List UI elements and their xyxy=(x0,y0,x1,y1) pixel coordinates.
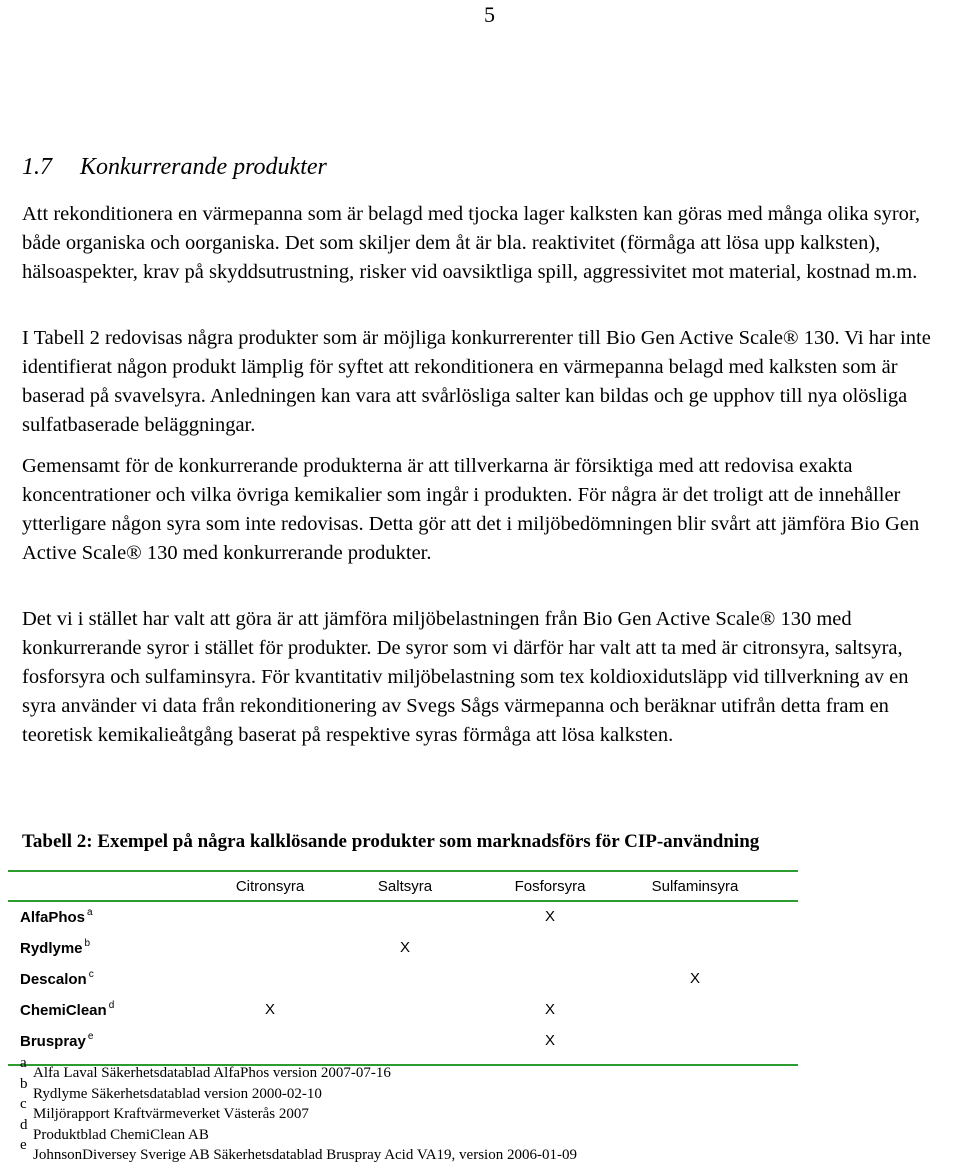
paragraph-table-reference: I Tabell 2 redovisas några produkter som är möjliga konkurrerenter till Bio Gen Active Scale® 130. Vi har inte identifierat någon produkt lämplig för syftet att rekonditionera en värmepanna belagd med kalksten som är baserad på svavelsyra. Anledningen kan vara att svårlösliga salter kan bildas och ge upphov till nya olösliga sulfatbaserade beläggningar. xyxy=(22,327,931,436)
table-cell xyxy=(210,1025,330,1056)
table-cell xyxy=(480,963,620,994)
table-row xyxy=(20,901,770,932)
page-number: 5 xyxy=(484,2,495,27)
table-cell xyxy=(620,1025,770,1056)
footnote-text: Miljörapport Kraftvärmeverket Västerås 2007 xyxy=(33,1106,309,1122)
product-name-cell xyxy=(20,901,210,932)
table-cell: X xyxy=(544,1001,555,1018)
table-cell xyxy=(620,901,770,932)
table-cell xyxy=(480,932,620,963)
product-name-cell xyxy=(20,932,210,963)
product-name: Rydlyme xyxy=(20,940,83,957)
footnote-marker: e xyxy=(87,1031,94,1042)
footnote-letter: e xyxy=(20,1137,27,1153)
product-name: Descalon xyxy=(20,971,87,988)
table-row xyxy=(20,1025,770,1056)
table-row xyxy=(20,963,770,994)
table-cell: X xyxy=(264,1001,275,1018)
paragraph-method: Det vi i stället har valt att göra är att jämföra miljöbelastningen från Bio Gen Active Scale® 130 med konkurrerande syror i stället för produkter. De syror som vi därför har valt att ta med är citronsyra, saltsyra, fosforsyra och sulfaminsyra. För kvantitativ miljöbelastning som tex koldioxidutsläpp vid tillverkning av en syra använder vi data från rekonditionering av Svegs Sågs värmepanna och beräknar utifrån detta fram en teoretisk kemikalieåtgång baserat på respektive syras förmåga att lösa kalksten. xyxy=(22,608,909,746)
footnote-marker: d xyxy=(108,1000,115,1011)
footnote-letter: b xyxy=(20,1075,28,1092)
table-cell: X xyxy=(399,939,410,956)
table-cell xyxy=(620,932,770,963)
section-number: 1.7 xyxy=(22,154,52,180)
table-row xyxy=(20,932,770,963)
footnote-letter: a xyxy=(20,1055,27,1071)
table-cell xyxy=(330,901,480,932)
table-caption: Tabell 2: Exempel på några kalklösande produkter som marknadsförs för CIP-användning xyxy=(22,831,760,852)
column-header-sulfaminsyra: Sulfaminsyra xyxy=(651,877,739,895)
table-cell xyxy=(210,963,330,994)
products-table xyxy=(20,871,770,1056)
footnote-letter: d xyxy=(20,1116,28,1133)
footnote-text: Alfa Laval Säkerhetsdatablad AlfaPhos version 2007-07-16 xyxy=(33,1065,391,1081)
table-cell xyxy=(330,1025,480,1056)
footnote-text: JohnsonDiversey Sverige AB Säkerhetsdatablad Bruspray Acid VA19, version 2006-01-09 xyxy=(33,1147,577,1163)
table-corner-cell xyxy=(20,871,210,901)
section-title: Konkurrerande produkter xyxy=(80,154,327,180)
footnote-text: Produktblad ChemiClean AB xyxy=(33,1126,209,1143)
footnote-marker: a xyxy=(87,907,93,918)
product-name: ChemiClean xyxy=(20,1002,107,1019)
product-name-cell xyxy=(20,994,210,1025)
product-name-cell xyxy=(20,963,210,994)
section-heading xyxy=(22,154,327,181)
table-cell xyxy=(330,963,480,994)
product-name: AlfaPhos xyxy=(20,909,86,926)
product-name: Bruspray xyxy=(20,1033,86,1050)
column-header-citronsyra: Citronsyra xyxy=(235,877,305,895)
table-cell: X xyxy=(544,908,555,925)
footnote-letter: c xyxy=(20,1096,27,1112)
footnote-marker: b xyxy=(84,938,91,949)
table-row xyxy=(20,994,770,1025)
table-cell xyxy=(210,932,330,963)
column-header-fosforsyra: Fosforsyra xyxy=(514,877,586,895)
table-cell xyxy=(330,994,480,1025)
table-header-row xyxy=(20,871,770,901)
product-name-cell xyxy=(20,1025,210,1056)
table-cell: X xyxy=(544,1032,555,1049)
column-header-saltsyra: Saltsyra xyxy=(377,877,433,895)
paragraph-concentrations: Gemensamt för de konkurrerande produkterna är att tillverkarna är försiktiga med att redovisa exakta koncentrationer och vilka övriga kemikalier som ingår i produkten. För några är det troligt att de innehåller ytterligare någon syra som inte redovisas. Detta gör att det i miljöbedömningen blir svårt att jämföra Bio Gen Active Scale® 130 med konkurrerande produkter. xyxy=(22,455,920,564)
table-cell xyxy=(210,901,330,932)
paragraph-intro: Att rekonditionera en värmepanna som är belagd med tjocka lager kalksten kan göras med många olika syror, både organiska och oorganiska. Det som skiljer dem åt är bla. reaktivitet (förmåga att lösa upp kalksten), hälsoaspekter, krav på skyddsutrustning, risker vid oavsiktliga spill, aggressivitet mot material, kostnad m.m. xyxy=(22,203,921,283)
footnote-text: Rydlyme Säkerhetsdatablad version 2000-02-10 xyxy=(33,1085,322,1102)
footnote-marker: c xyxy=(88,969,94,980)
table-cell: X xyxy=(689,970,700,987)
table-cell xyxy=(620,994,770,1025)
